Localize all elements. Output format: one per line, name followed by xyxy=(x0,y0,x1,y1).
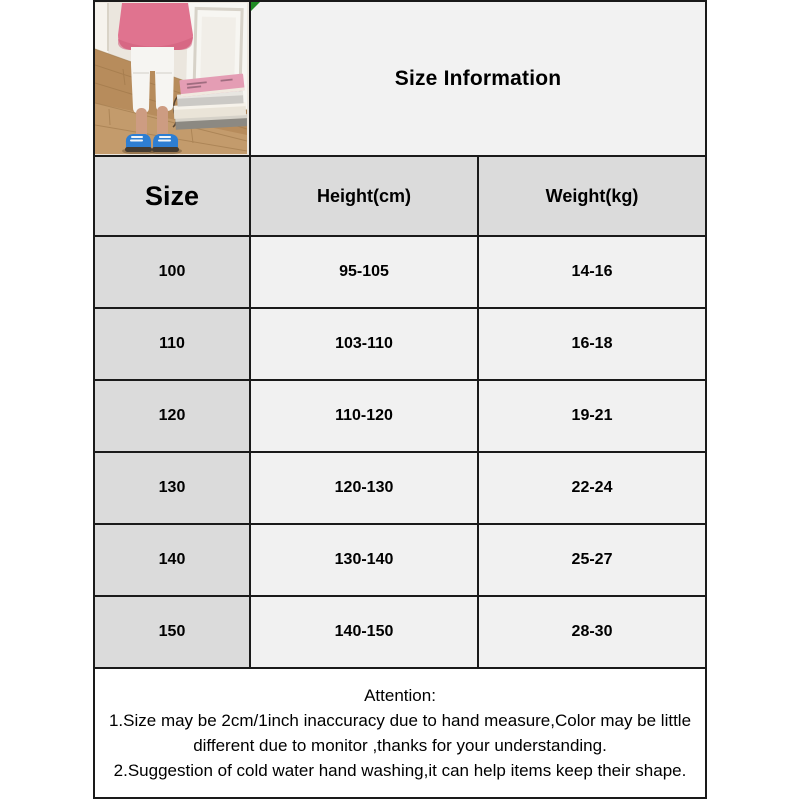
height-cell: 103-110 xyxy=(250,308,478,380)
height-cell: 140-150 xyxy=(250,596,478,668)
cell-marker-icon xyxy=(251,2,260,11)
size-cell: 120 xyxy=(94,380,250,452)
table-row xyxy=(94,596,706,668)
weight-cell: 14-16 xyxy=(478,236,706,308)
table-row xyxy=(94,236,706,308)
weight-cell: 16-18 xyxy=(478,308,706,380)
product-photo xyxy=(95,3,247,154)
attention-note-1: 1.Size may be 2cm/1inch inaccuracy due to hand measure,Color may be little different due to monitor ,thanks for your understanding. xyxy=(108,711,692,755)
size-cell: 150 xyxy=(94,596,250,668)
weight-cell: 22-24 xyxy=(478,452,706,524)
column-header-weight: Weight(kg) xyxy=(478,156,706,236)
size-cell: 130 xyxy=(94,452,250,524)
page-title: Size Information xyxy=(394,66,562,90)
page-title-cell xyxy=(250,1,706,156)
table-row xyxy=(94,308,706,380)
size-cell: 100 xyxy=(94,236,250,308)
height-cell: 130-140 xyxy=(250,524,478,596)
height-cell: 120-130 xyxy=(250,452,478,524)
attention-note-2: 2.Suggestion of cold water hand washing,it can help items keep their shape. xyxy=(113,761,687,780)
weight-cell: 19-21 xyxy=(478,380,706,452)
table-row xyxy=(94,524,706,596)
weight-cell: 25-27 xyxy=(478,524,706,596)
attention-notes xyxy=(94,668,706,798)
attention-label: Attention: xyxy=(364,686,436,705)
column-header-size: Size xyxy=(94,156,250,236)
size-table xyxy=(93,0,707,799)
weight-cell: 28-30 xyxy=(478,596,706,668)
table-row xyxy=(94,452,706,524)
column-header-height: Height(cm) xyxy=(250,156,478,236)
height-cell: 110-120 xyxy=(250,380,478,452)
height-cell: 95-105 xyxy=(250,236,478,308)
product-photo-cell xyxy=(94,1,250,156)
size-cell: 140 xyxy=(94,524,250,596)
table-row xyxy=(94,380,706,452)
size-cell: 110 xyxy=(94,308,250,380)
books-stack-illustration xyxy=(173,73,247,129)
